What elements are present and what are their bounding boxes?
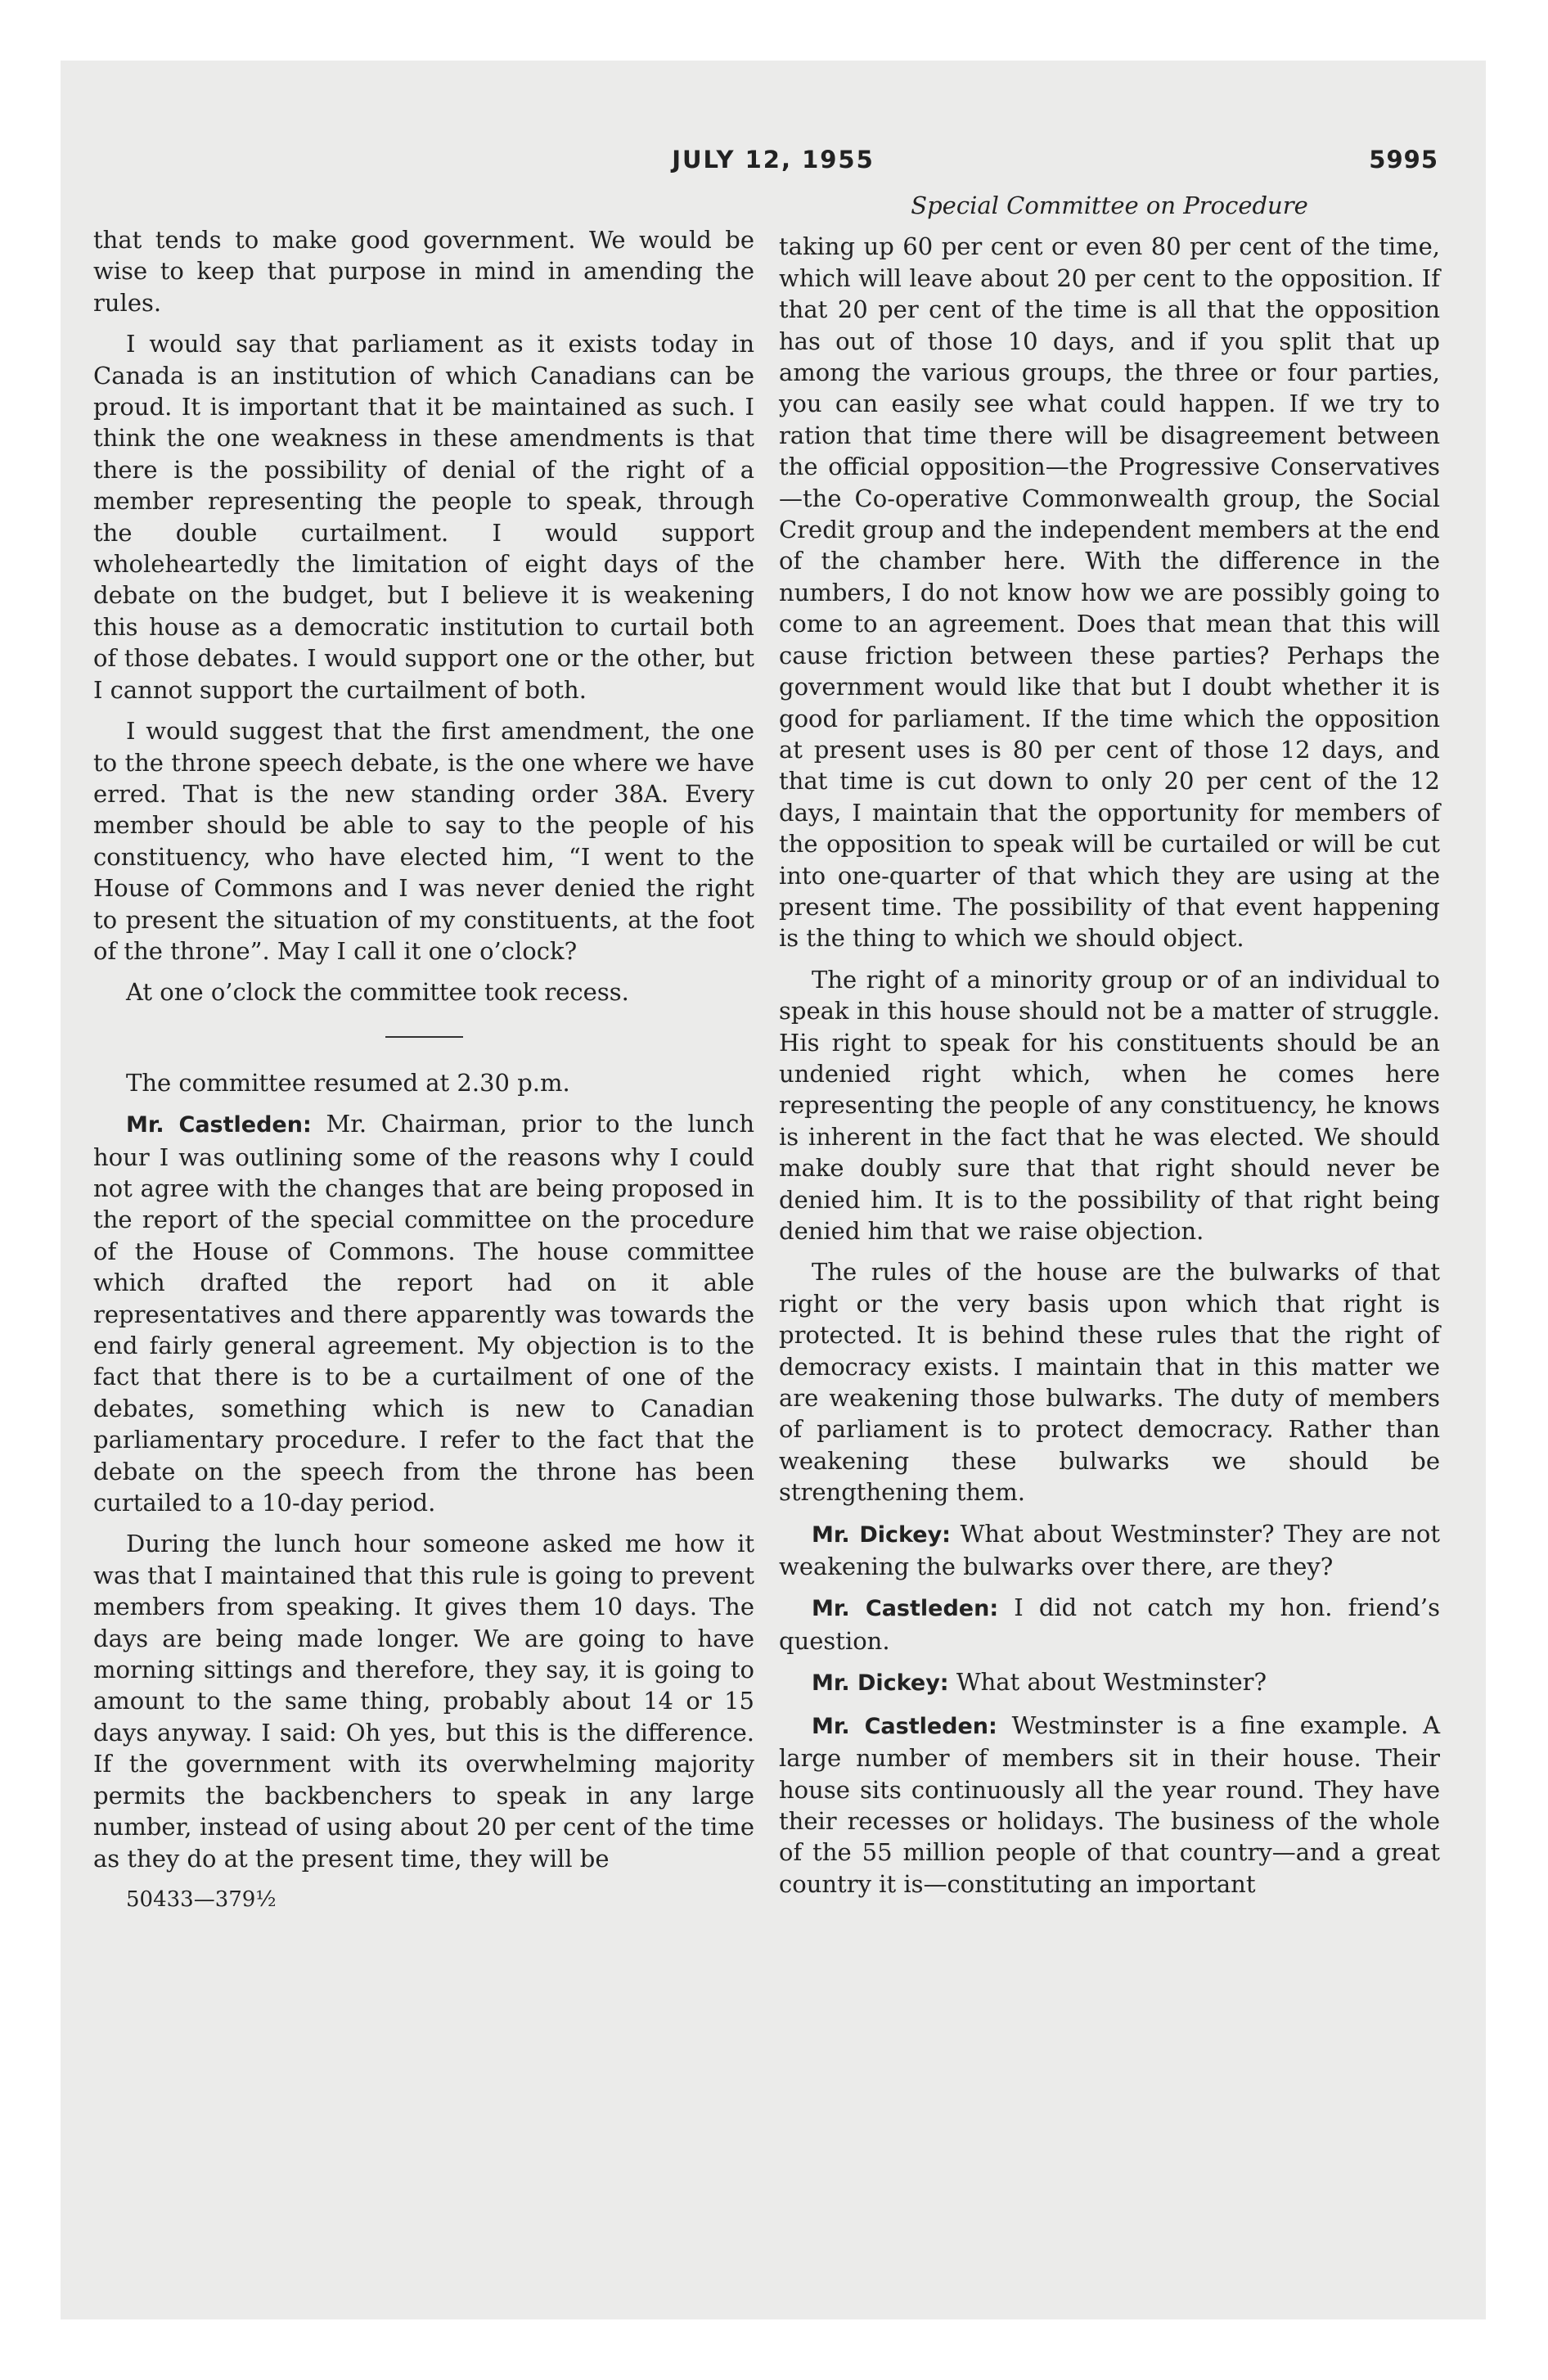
paragraph: The rules of the house are the bulwarks of that right or the very basis upon which that right is protected. It is behind these rules that the right of democracy exists. I maintain that in this matter we are weakening those bulwarks. The duty of members of parliament is to protect democracy. Rather than weakening these bulwarks we should be strengthening them.	[779, 1258, 1440, 1507]
page-number: 5995	[1369, 146, 1438, 174]
paragraph: that tends to make good government. We would be wise to keep that purpose in mind in amending the rules.	[93, 226, 754, 317]
recess-note: At one o’clock the committee took recess.	[126, 978, 629, 1007]
right-column	[779, 190, 1440, 1909]
speech-text: What about Westminster? They are not weakening the bulwarks over there, are they?	[779, 1519, 1440, 1581]
speech-text: Westminster is a fine example. A large number of members sit in their house. Their house sits continuously all the year round. They have their recesses or holidays. The business of the whole of the 55 million people of that country—and a great country it is—constituting an important	[779, 1711, 1441, 1898]
running-head: Special Committee on Procedure	[911, 192, 1308, 219]
speech-paragraph	[779, 1592, 1440, 1657]
speaker-name: Mr. Castleden:	[126, 1112, 312, 1138]
speech-text: What about Westminster?	[948, 1668, 1267, 1697]
paragraph: taking up 60 per cent or even 80 per cent of the time, which will leave about 20 per cent to the opposition. If that 20 per cent of the time is all that the opposition has out of those 10 days, and if you split that up among the various groups, the three or four parties, you can easily see what could happen. If we try to ration that time there will be disagreement between the official opposition—the Progressive Conservatives—the Co-operative Commonwealth group, the Social Credit group and the independent members at the end of the chamber here. With the difference in the numbers, I do not know how we are possibly going to come to an agreement. Does that mean that this will cause friction between these parties? Perhaps the government would like that but I doubt whether it is good for parliament. If the time which the opposition at present uses is 80 per cent of those 12 days, and that time is cut down to only 20 per cent of the 12 days, I maintain that the opportunity for members of the opposition to speak will be curtailed or will be cut into one-quarter of that which they are using at the present time. The possibility of that event happening is the thing to which we should object.	[779, 232, 1440, 953]
speech-paragraph	[779, 1710, 1440, 1900]
speaker-name: Mr. Dickey:	[812, 1670, 949, 1697]
speech-text: Mr. Chairman, prior to the lunch hour I was outlining some of the reasons why I could not agree with the changes that are being proposed in the report of the special committee on the procedure of the House of Commons. The house committee which drafted the report had on it able representatives and there apparently was towards the end fairly general agreement. My objection is to the fact that there is to be a curtailment of one of the debates, something which is new to Canadian parliamentary procedure. I refer to the fact that the debate on the speech from the throne has been curtailed to a 10-day period.	[93, 1110, 754, 1517]
paragraph: I would say that parliament as it exists today in Canada is an institution of which Canadians can be proud. It is important that it be maintained as such. I think the one weakness in these amendments is that there is the possibility of denial of the right of a member representing the people to speak, through the double curtailment. I would support wholeheartedly the limitation of eight days of the debate on the budget, but I believe it is weakening this house as a democratic institution to curtail both of those debates. I would support one or the other, but I cannot support the curtailment of both.	[93, 330, 754, 704]
document-page	[61, 61, 1486, 2319]
speaker-name: Mr. Castleden:	[812, 1713, 997, 1739]
left-column	[93, 224, 754, 1915]
paragraph: The right of a minority group or of an individual to speak in this house should not be a matter of struggle. His right to speak for his constituents should be an undenied right which, when he comes here representing the people of any constituency, he knows is inherent in the fact that he was elected. We should make doubly sure that that right should never be denied him. It is to the possibility of that right being denied him that we raise objection.	[779, 965, 1440, 1245]
paragraph: I would suggest that the first amendment, the one to the throne speech debate, is the one where we have erred. That is the new standing order 38A. Every member should be able to say to the people of his constituency, who have elected him, “I went to the House of Commons and I was never denied the right to present the situation of my constituents, at the foot of the throne”. May I call it one o’clock?	[93, 717, 754, 965]
resume-note: The committee resumed at 2.30 p.m.	[126, 1068, 570, 1097]
speech-paragraph	[93, 1108, 754, 1518]
paragraph: During the lunch hour someone asked me how it was that I maintained that this rule is going to prevent members from speaking. It gives them 10 days. The days are being made longer. We are going to have morning sittings and therefore, they say, it is going to amount to the same thing, probably about 14 or 15 days anyway. I said: Oh yes, but this is the difference. If the government with its overwhelming majority permits the backbenchers to speak in any large number, instead of using about 20 per cent of the time as they do at the present time, they will be	[93, 1530, 754, 1873]
speech-paragraph	[779, 1666, 1440, 1699]
speech-paragraph	[779, 1518, 1440, 1583]
speaker-name: Mr. Castleden:	[812, 1596, 999, 1622]
header-date: JULY 12, 1955	[672, 146, 875, 174]
speech-text: I did not catch my hon. friend’s question.	[779, 1593, 1440, 1655]
speaker-name: Mr. Dickey:	[812, 1521, 951, 1548]
section-divider	[385, 1036, 463, 1038]
footer-code: 50433—379½	[126, 1886, 277, 1912]
